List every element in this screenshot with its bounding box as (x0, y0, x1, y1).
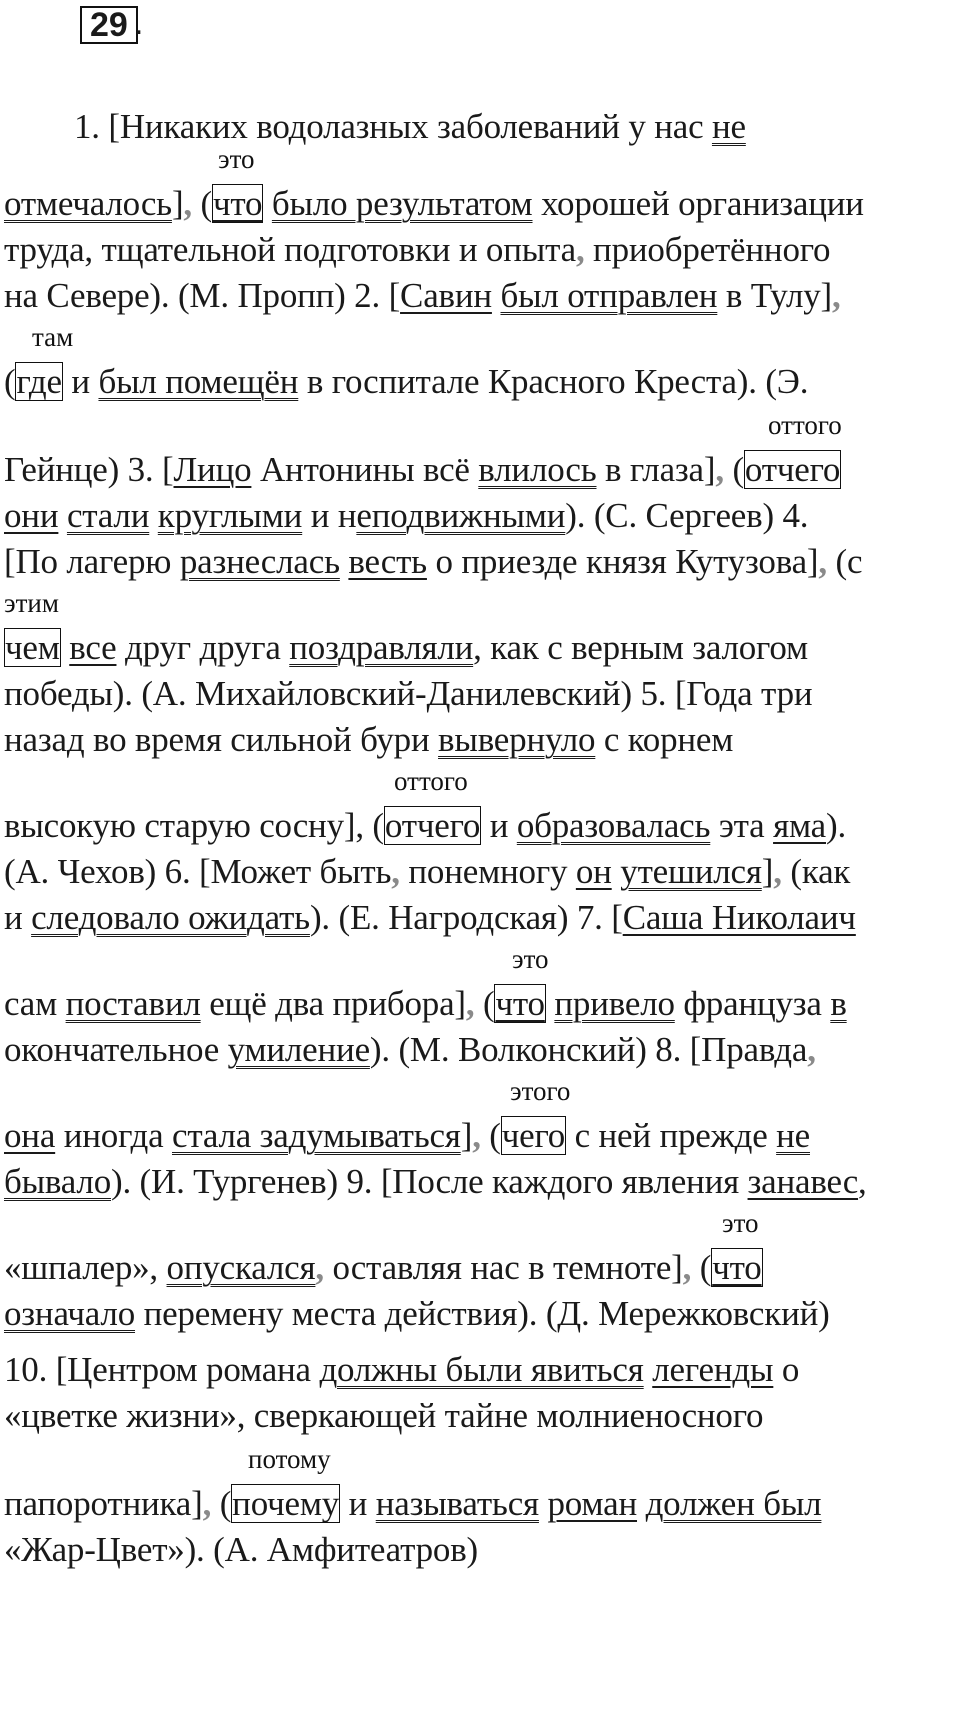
comma-mark: , (831, 276, 841, 315)
predicate: опускался (166, 1248, 316, 1287)
subject: она (4, 1116, 56, 1155)
predicate: вывернуло (438, 720, 596, 759)
comma-mark: , (202, 1484, 212, 1523)
text-line-6: Гейнце) 3. [Лицо Антонины всё влилось в глаза], (отчего (4, 450, 841, 489)
predicate: должны были явиться (319, 1350, 644, 1389)
text-line-16: окончательное умиление). (М. Волконский) 8. [Правда, (4, 1030, 816, 1069)
predicate: умиление (227, 1030, 370, 1069)
predicate: было результатом (271, 184, 533, 223)
text-line-19: «шпалер», опускался, оставляя нас в темноте], (что (4, 1248, 762, 1287)
subject: он (575, 852, 612, 891)
predicate: круглыми (157, 496, 303, 535)
subject: яма (773, 806, 827, 845)
comma-mark: , (575, 230, 585, 269)
subject: роман (547, 1484, 638, 1523)
comma-mark: , (773, 852, 782, 891)
text-line-2: отмечалось], (что было результатом хорошей организации (4, 184, 864, 223)
predicate: отмечалось (4, 184, 172, 223)
boxed-conjunction: отчего (384, 806, 481, 845)
boxed-conjunction: что (212, 184, 263, 223)
predicate: стала задумываться (172, 1116, 461, 1155)
text-line-12: высокую старую сосну], (отчего и образовалась эта яма). (4, 806, 847, 845)
predicate: следовало ожидать (31, 898, 310, 937)
subject: они (4, 496, 59, 535)
predicate: бывало (4, 1162, 111, 1201)
text-line-14: и следовало ожидать). (Е. Нагродская) 7. [Саша Николаич (4, 898, 856, 937)
subject: легенды (652, 1350, 774, 1389)
text-line-11: назад во время сильной бури вывернуло с корнем (4, 720, 734, 759)
annotation-potomu: потому (248, 1444, 331, 1474)
comma-mark: , (715, 450, 724, 489)
text-line-8: [По лагерю разнеслась весть о приезде князя Кутузова], (с (4, 542, 863, 581)
boxed-conjunction: чего (501, 1116, 566, 1155)
text-line-5: (где и был помещён в госпитале Красного Креста). (Э. (4, 362, 809, 401)
text-line-15: сам поставил ещё два прибора], (что привело француза в (4, 984, 847, 1023)
predicate: означало (4, 1294, 136, 1333)
text-line-10: победы). (А. Михайловский-Данилевский) 5. [Года три (4, 674, 813, 713)
predicate: должен был (645, 1484, 822, 1523)
subject: Савин (400, 276, 492, 315)
exercise-number: 29 (80, 6, 138, 44)
predicate: был помещён (98, 362, 299, 401)
predicate: не (776, 1116, 810, 1155)
annotation-eto: это (722, 1208, 759, 1238)
comma-mark: , (391, 852, 400, 891)
predicate: поставил (65, 984, 201, 1023)
subject: все (69, 628, 117, 667)
subject: Саша Николаич (622, 898, 856, 937)
subject: весть (348, 542, 427, 581)
annotation-eto: это (512, 944, 549, 974)
predicate: не (711, 107, 746, 146)
predicate: разнеслась (179, 542, 340, 581)
annotation-eto: это (218, 144, 255, 174)
predicate: поздравляли (289, 628, 474, 667)
text-line-17: она иногда стала задумываться], (чего с ней прежде не (4, 1116, 810, 1155)
predicate: привело (554, 984, 675, 1023)
predicate: еподвижными (356, 496, 566, 535)
exercise-number-dot: . (134, 4, 144, 42)
subject: Лицо (173, 450, 252, 489)
boxed-conjunction: что (712, 1248, 762, 1287)
predicate: стали (66, 496, 150, 535)
predicate: образовалась (516, 806, 711, 845)
text-line-3: труда, тщательной подготовки и опыта, приобретённого (4, 230, 831, 269)
comma-mark: , (682, 1248, 692, 1287)
text-line-4: на Севере). (М. Пропп) 2. [Савин был отправлен в Тулу], (4, 276, 841, 315)
annotation-etogo: этого (510, 1076, 571, 1106)
text-line-9: чем все друг друга поздравляли, как с верным залогом (5, 628, 808, 667)
subject: занавес (747, 1162, 859, 1201)
predicate: называться (375, 1484, 539, 1523)
comma-mark: , (465, 984, 475, 1023)
predicate: в (830, 984, 847, 1023)
text-line-18: бывало). (И. Тургенев) 9. [После каждого явления занавес, (4, 1162, 867, 1201)
predicate: был отправлен (500, 276, 718, 315)
comma-mark: , (807, 1030, 816, 1069)
predicate: влилось (478, 450, 597, 489)
text-line-7: они стали круглыми и неподвижными). (С. Сергеев) 4. (4, 496, 809, 535)
annotation-etim: этим (4, 588, 59, 618)
boxed-conjunction: чем (5, 628, 60, 667)
predicate: утешился (620, 852, 762, 891)
comma-mark: , (472, 1116, 481, 1155)
text-line-24: «Жар-Цвет»). (А. Амфитеатров) (4, 1530, 479, 1569)
comma-mark: , (315, 1248, 324, 1287)
annotation-ottogo: оттого (394, 766, 468, 796)
text-line-13: (А. Чехов) 6. [Может быть, понемногу он утешился], (как (4, 852, 851, 891)
comma-mark: , (183, 184, 192, 223)
text-line-1: 1. [Никаких водолазных заболеваний у нас не (74, 107, 746, 146)
text-line-23: папоротника], (почему и называться роман должен был (4, 1484, 822, 1523)
boxed-conjunction: где (16, 362, 62, 401)
text-line-20: означало перемену места действия). (Д. Мережковский) (4, 1294, 830, 1333)
boxed-conjunction: что (495, 984, 545, 1023)
comma-mark: , (818, 542, 827, 581)
text-line-22: «цветке жизни», сверкающей тайне молниеносного (4, 1396, 764, 1435)
annotation-tam: там (32, 322, 74, 352)
annotation-ottogo: оттого (768, 410, 842, 440)
text-line-21: 10. [Центром романа должны были явиться легенды о (4, 1350, 800, 1389)
boxed-conjunction: почему (232, 1484, 340, 1523)
boxed-conjunction: отчего (744, 450, 841, 489)
